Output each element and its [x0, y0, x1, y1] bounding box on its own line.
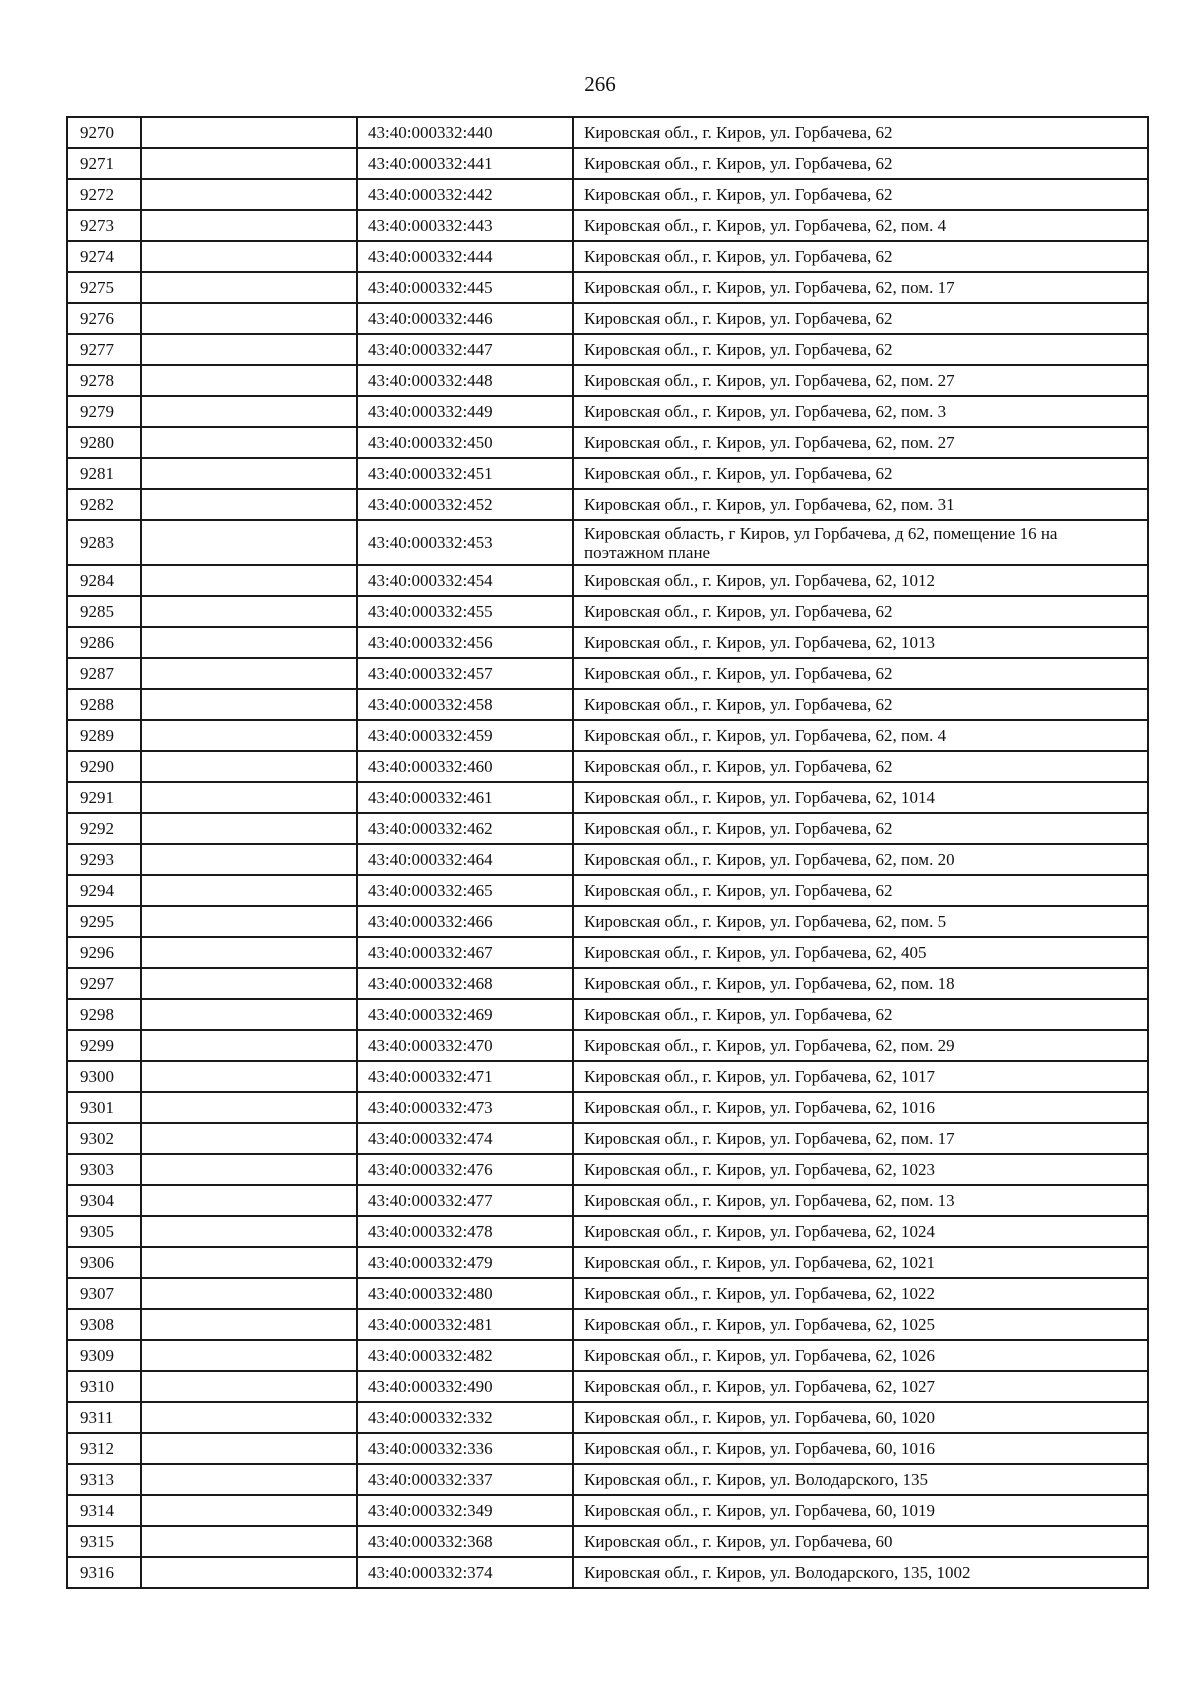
row-number-cell: 9277	[67, 334, 141, 365]
table-row	[67, 427, 1148, 458]
row-number-cell: 9316	[67, 1557, 141, 1588]
table-row	[67, 1123, 1148, 1154]
row-address-cell: Кировская обл., г. Киров, ул. Горбачева, 62, пом. 27	[573, 427, 1148, 458]
row-number-cell: 9272	[67, 179, 141, 210]
row-number-cell: 9296	[67, 937, 141, 968]
row-number-cell: 9313	[67, 1464, 141, 1495]
row-address-cell: Кировская обл., г. Киров, ул. Горбачева, 62, 1026	[573, 1340, 1148, 1371]
row-address-cell: Кировская обл., г. Киров, ул. Горбачева, 62	[573, 117, 1148, 148]
row-cadastral-cell: 43:40:000332:349	[357, 1495, 573, 1526]
row-number-cell: 9314	[67, 1495, 141, 1526]
row-name-cell	[141, 489, 357, 520]
row-address-cell: Кировская обл., г. Киров, ул. Горбачева, 60	[573, 1526, 1148, 1557]
row-number-cell: 9298	[67, 999, 141, 1030]
row-name-cell	[141, 999, 357, 1030]
row-address-cell: Кировская обл., г. Киров, ул. Горбачева, 62, 1025	[573, 1309, 1148, 1340]
row-address-cell: Кировская обл., г. Киров, ул. Горбачева, 62	[573, 458, 1148, 489]
row-name-cell	[141, 1216, 357, 1247]
row-name-cell	[141, 303, 357, 334]
row-cadastral-cell: 43:40:000332:451	[357, 458, 573, 489]
row-number-cell: 9281	[67, 458, 141, 489]
row-cadastral-cell: 43:40:000332:474	[357, 1123, 573, 1154]
row-number-cell: 9282	[67, 489, 141, 520]
table-row	[67, 489, 1148, 520]
table-row	[67, 937, 1148, 968]
row-cadastral-cell: 43:40:000332:468	[357, 968, 573, 999]
table-row	[67, 813, 1148, 844]
row-name-cell	[141, 937, 357, 968]
row-cadastral-cell: 43:40:000332:480	[357, 1278, 573, 1309]
row-address-cell: Кировская обл., г. Киров, ул. Горбачева, 60, 1019	[573, 1495, 1148, 1526]
row-address-cell: Кировская обл., г. Киров, ул. Горбачева, 62	[573, 658, 1148, 689]
table-row	[67, 1061, 1148, 1092]
table-row	[67, 844, 1148, 875]
table-row	[67, 241, 1148, 272]
row-cadastral-cell: 43:40:000332:478	[357, 1216, 573, 1247]
row-address-cell: Кировская обл., г. Киров, ул. Горбачева, 62	[573, 875, 1148, 906]
row-cadastral-cell: 43:40:000332:462	[357, 813, 573, 844]
row-number-cell: 9306	[67, 1247, 141, 1278]
row-number-cell: 9279	[67, 396, 141, 427]
row-address-cell: Кировская обл., г. Киров, ул. Горбачева, 62, пом. 20	[573, 844, 1148, 875]
row-address-cell: Кировская обл., г. Киров, ул. Горбачева, 62, 1016	[573, 1092, 1148, 1123]
row-number-cell: 9275	[67, 272, 141, 303]
row-name-cell	[141, 1185, 357, 1216]
row-cadastral-cell: 43:40:000332:465	[357, 875, 573, 906]
row-cadastral-cell: 43:40:000332:460	[357, 751, 573, 782]
row-number-cell: 9304	[67, 1185, 141, 1216]
table-row	[67, 1433, 1148, 1464]
row-name-cell	[141, 427, 357, 458]
row-name-cell	[141, 334, 357, 365]
row-address-cell: Кировская обл., г. Киров, ул. Горбачева, 62, 1012	[573, 565, 1148, 596]
row-number-cell: 9284	[67, 565, 141, 596]
row-number-cell: 9274	[67, 241, 141, 272]
row-address-cell: Кировская обл., г. Киров, ул. Горбачева, 62, пом. 31	[573, 489, 1148, 520]
row-number-cell: 9294	[67, 875, 141, 906]
row-number-cell: 9300	[67, 1061, 141, 1092]
row-address-cell: Кировская обл., г. Киров, ул. Горбачева, 62, пом. 17	[573, 1123, 1148, 1154]
table-row	[67, 1309, 1148, 1340]
row-address-cell: Кировская обл., г. Киров, ул. Горбачева, 62, 1024	[573, 1216, 1148, 1247]
row-cadastral-cell: 43:40:000332:445	[357, 272, 573, 303]
row-cadastral-cell: 43:40:000332:466	[357, 906, 573, 937]
row-cadastral-cell: 43:40:000332:440	[357, 117, 573, 148]
row-name-cell	[141, 241, 357, 272]
row-number-cell: 9276	[67, 303, 141, 334]
table-row	[67, 906, 1148, 937]
row-cadastral-cell: 43:40:000332:332	[357, 1402, 573, 1433]
row-name-cell	[141, 1371, 357, 1402]
row-cadastral-cell: 43:40:000332:447	[357, 334, 573, 365]
row-name-cell	[141, 751, 357, 782]
row-name-cell	[141, 1154, 357, 1185]
table-row	[67, 396, 1148, 427]
row-cadastral-cell: 43:40:000332:449	[357, 396, 573, 427]
table-row	[67, 782, 1148, 813]
row-name-cell	[141, 148, 357, 179]
row-cadastral-cell: 43:40:000332:456	[357, 627, 573, 658]
row-name-cell	[141, 906, 357, 937]
row-cadastral-cell: 43:40:000332:453	[357, 520, 573, 565]
row-address-cell: Кировская обл., г. Киров, ул. Горбачева, 62	[573, 596, 1148, 627]
row-address-cell: Кировская обл., г. Киров, ул. Горбачева, 62, пом. 4	[573, 720, 1148, 751]
row-cadastral-cell: 43:40:000332:446	[357, 303, 573, 334]
row-cadastral-cell: 43:40:000332:469	[357, 999, 573, 1030]
row-cadastral-cell: 43:40:000332:490	[357, 1371, 573, 1402]
row-address-cell: Кировская обл., г. Киров, ул. Горбачева, 62	[573, 813, 1148, 844]
row-name-cell	[141, 875, 357, 906]
row-cadastral-cell: 43:40:000332:476	[357, 1154, 573, 1185]
row-cadastral-cell: 43:40:000332:368	[357, 1526, 573, 1557]
row-number-cell: 9278	[67, 365, 141, 396]
row-address-cell: Кировская обл., г. Киров, ул. Горбачева, 62, пом. 5	[573, 906, 1148, 937]
row-number-cell: 9315	[67, 1526, 141, 1557]
row-name-cell	[141, 1309, 357, 1340]
table-row	[67, 1030, 1148, 1061]
table-row	[67, 875, 1148, 906]
row-number-cell: 9295	[67, 906, 141, 937]
row-cadastral-cell: 43:40:000332:464	[357, 844, 573, 875]
row-cadastral-cell: 43:40:000332:374	[357, 1557, 573, 1588]
row-address-cell: Кировская обл., г. Киров, ул. Горбачева, 62	[573, 148, 1148, 179]
row-number-cell: 9291	[67, 782, 141, 813]
row-name-cell	[141, 720, 357, 751]
table-row	[67, 334, 1148, 365]
row-cadastral-cell: 43:40:000332:473	[357, 1092, 573, 1123]
row-number-cell: 9310	[67, 1371, 141, 1402]
table-row	[67, 596, 1148, 627]
row-name-cell	[141, 844, 357, 875]
table-row	[67, 1495, 1148, 1526]
row-number-cell: 9299	[67, 1030, 141, 1061]
row-number-cell: 9280	[67, 427, 141, 458]
row-cadastral-cell: 43:40:000332:337	[357, 1464, 573, 1495]
row-name-cell	[141, 179, 357, 210]
table-row	[67, 179, 1148, 210]
row-name-cell	[141, 1092, 357, 1123]
row-name-cell	[141, 272, 357, 303]
row-address-cell: Кировская обл., г. Киров, ул. Горбачева, 62, 1021	[573, 1247, 1148, 1278]
row-cadastral-cell: 43:40:000332:336	[357, 1433, 573, 1464]
row-number-cell: 9289	[67, 720, 141, 751]
row-cadastral-cell: 43:40:000332:448	[357, 365, 573, 396]
row-name-cell	[141, 365, 357, 396]
row-name-cell	[141, 658, 357, 689]
row-number-cell: 9311	[67, 1402, 141, 1433]
row-cadastral-cell: 43:40:000332:467	[357, 937, 573, 968]
row-cadastral-cell: 43:40:000332:458	[357, 689, 573, 720]
row-address-cell: Кировская обл., г. Киров, ул. Горбачева, 62, 1022	[573, 1278, 1148, 1309]
row-name-cell	[141, 1433, 357, 1464]
table-row	[67, 117, 1148, 148]
row-number-cell: 9302	[67, 1123, 141, 1154]
row-cadastral-cell: 43:40:000332:455	[357, 596, 573, 627]
row-address-cell: Кировская обл., г. Киров, ул. Горбачева, 62	[573, 751, 1148, 782]
table-row	[67, 148, 1148, 179]
row-number-cell: 9288	[67, 689, 141, 720]
table-row	[67, 1557, 1148, 1588]
row-number-cell: 9309	[67, 1340, 141, 1371]
row-number-cell: 9312	[67, 1433, 141, 1464]
row-number-cell: 9303	[67, 1154, 141, 1185]
row-number-cell: 9297	[67, 968, 141, 999]
row-cadastral-cell: 43:40:000332:457	[357, 658, 573, 689]
row-number-cell: 9283	[67, 520, 141, 565]
table-row	[67, 1340, 1148, 1371]
row-name-cell	[141, 689, 357, 720]
row-name-cell	[141, 1061, 357, 1092]
row-address-cell: Кировская обл., г. Киров, ул. Горбачева, 62, 1017	[573, 1061, 1148, 1092]
row-cadastral-cell: 43:40:000332:479	[357, 1247, 573, 1278]
row-number-cell: 9307	[67, 1278, 141, 1309]
table-row	[67, 303, 1148, 334]
row-cadastral-cell: 43:40:000332:459	[357, 720, 573, 751]
row-address-cell: Кировская обл., г. Киров, ул. Горбачева, 62, 1013	[573, 627, 1148, 658]
table-row	[67, 1247, 1148, 1278]
row-number-cell: 9271	[67, 148, 141, 179]
row-name-cell	[141, 1247, 357, 1278]
row-number-cell: 9305	[67, 1216, 141, 1247]
row-address-cell: Кировская обл., г. Киров, ул. Горбачева, 62, пом. 18	[573, 968, 1148, 999]
row-cadastral-cell: 43:40:000332:452	[357, 489, 573, 520]
row-name-cell	[141, 396, 357, 427]
row-address-cell: Кировская обл., г. Киров, ул. Горбачева, 62	[573, 241, 1148, 272]
row-number-cell: 9290	[67, 751, 141, 782]
row-number-cell: 9308	[67, 1309, 141, 1340]
row-address-cell: Кировская обл., г. Киров, ул. Горбачева, 62, пом. 13	[573, 1185, 1148, 1216]
table-row	[67, 1185, 1148, 1216]
row-name-cell	[141, 1557, 357, 1588]
row-number-cell: 9292	[67, 813, 141, 844]
row-name-cell	[141, 627, 357, 658]
row-name-cell	[141, 1495, 357, 1526]
table-row	[67, 1402, 1148, 1433]
row-address-cell: Кировская обл., г. Киров, ул. Володарского, 135	[573, 1464, 1148, 1495]
row-cadastral-cell: 43:40:000332:481	[357, 1309, 573, 1340]
row-name-cell	[141, 117, 357, 148]
row-address-cell: Кировская обл., г. Киров, ул. Горбачева, 62, пом. 27	[573, 365, 1148, 396]
registry-table	[66, 116, 1149, 1589]
table-row	[67, 1154, 1148, 1185]
row-number-cell: 9285	[67, 596, 141, 627]
table-row	[67, 658, 1148, 689]
row-address-cell: Кировская обл., г. Киров, ул. Горбачева, 60, 1020	[573, 1402, 1148, 1433]
row-name-cell	[141, 1123, 357, 1154]
row-cadastral-cell: 43:40:000332:442	[357, 179, 573, 210]
row-number-cell: 9286	[67, 627, 141, 658]
table-row	[67, 1216, 1148, 1247]
table-row	[67, 1464, 1148, 1495]
row-cadastral-cell: 43:40:000332:443	[357, 210, 573, 241]
row-cadastral-cell: 43:40:000332:454	[357, 565, 573, 596]
row-cadastral-cell: 43:40:000332:470	[357, 1030, 573, 1061]
row-name-cell	[141, 458, 357, 489]
row-address-cell: Кировская обл., г. Киров, ул. Горбачева, 62, пом. 3	[573, 396, 1148, 427]
row-address-cell: Кировская область, г Киров, ул Горбачева, д 62, помещение 16 на поэтажном плане	[573, 520, 1148, 565]
row-address-cell: Кировская обл., г. Киров, ул. Горбачева, 62, 1014	[573, 782, 1148, 813]
table-row	[67, 272, 1148, 303]
table-row	[67, 1371, 1148, 1402]
table-row	[67, 365, 1148, 396]
table-row	[67, 565, 1148, 596]
row-name-cell	[141, 1526, 357, 1557]
row-name-cell	[141, 565, 357, 596]
row-address-cell: Кировская обл., г. Киров, ул. Горбачева, 62	[573, 334, 1148, 365]
row-address-cell: Кировская обл., г. Киров, ул. Горбачева, 62	[573, 303, 1148, 334]
row-name-cell	[141, 1402, 357, 1433]
row-cadastral-cell: 43:40:000332:441	[357, 148, 573, 179]
row-name-cell	[141, 1278, 357, 1309]
row-number-cell: 9301	[67, 1092, 141, 1123]
row-address-cell: Кировская обл., г. Киров, ул. Горбачева, 62, 1027	[573, 1371, 1148, 1402]
row-name-cell	[141, 596, 357, 627]
row-address-cell: Кировская обл., г. Киров, ул. Горбачева, 62, 1023	[573, 1154, 1148, 1185]
row-address-cell: Кировская обл., г. Киров, ул. Горбачева, 62	[573, 689, 1148, 720]
table-row	[67, 1092, 1148, 1123]
row-name-cell	[141, 782, 357, 813]
row-name-cell	[141, 1464, 357, 1495]
table-row	[67, 520, 1148, 565]
page-number: 266	[584, 72, 616, 96]
row-name-cell	[141, 968, 357, 999]
table-row	[67, 210, 1148, 241]
row-address-cell: Кировская обл., г. Киров, ул. Горбачева, 62, 405	[573, 937, 1148, 968]
row-cadastral-cell: 43:40:000332:477	[357, 1185, 573, 1216]
row-cadastral-cell: 43:40:000332:482	[357, 1340, 573, 1371]
row-cadastral-cell: 43:40:000332:461	[357, 782, 573, 813]
row-name-cell	[141, 1030, 357, 1061]
row-address-cell: Кировская обл., г. Киров, ул. Горбачева, 62, пом. 29	[573, 1030, 1148, 1061]
row-cadastral-cell: 43:40:000332:450	[357, 427, 573, 458]
row-address-cell: Кировская обл., г. Киров, ул. Горбачева, 60, 1016	[573, 1433, 1148, 1464]
table-row	[67, 627, 1148, 658]
table-row	[67, 458, 1148, 489]
table-row	[67, 1278, 1148, 1309]
row-name-cell	[141, 1340, 357, 1371]
row-address-cell: Кировская обл., г. Киров, ул. Горбачева, 62, пом. 17	[573, 272, 1148, 303]
table-row	[67, 1526, 1148, 1557]
row-name-cell	[141, 520, 357, 565]
row-address-cell: Кировская обл., г. Киров, ул. Володарского, 135, 1002	[573, 1557, 1148, 1588]
row-address-cell: Кировская обл., г. Киров, ул. Горбачева, 62, пом. 4	[573, 210, 1148, 241]
row-cadastral-cell: 43:40:000332:471	[357, 1061, 573, 1092]
table-row	[67, 720, 1148, 751]
row-cadastral-cell: 43:40:000332:444	[357, 241, 573, 272]
row-number-cell: 9273	[67, 210, 141, 241]
table-row	[67, 999, 1148, 1030]
row-name-cell	[141, 813, 357, 844]
row-number-cell: 9287	[67, 658, 141, 689]
row-address-cell: Кировская обл., г. Киров, ул. Горбачева, 62	[573, 999, 1148, 1030]
row-name-cell	[141, 210, 357, 241]
row-number-cell: 9293	[67, 844, 141, 875]
table-body	[67, 117, 1148, 1588]
row-address-cell: Кировская обл., г. Киров, ул. Горбачева, 62	[573, 179, 1148, 210]
table-row	[67, 968, 1148, 999]
table-row	[67, 689, 1148, 720]
row-number-cell: 9270	[67, 117, 141, 148]
table-row	[67, 751, 1148, 782]
